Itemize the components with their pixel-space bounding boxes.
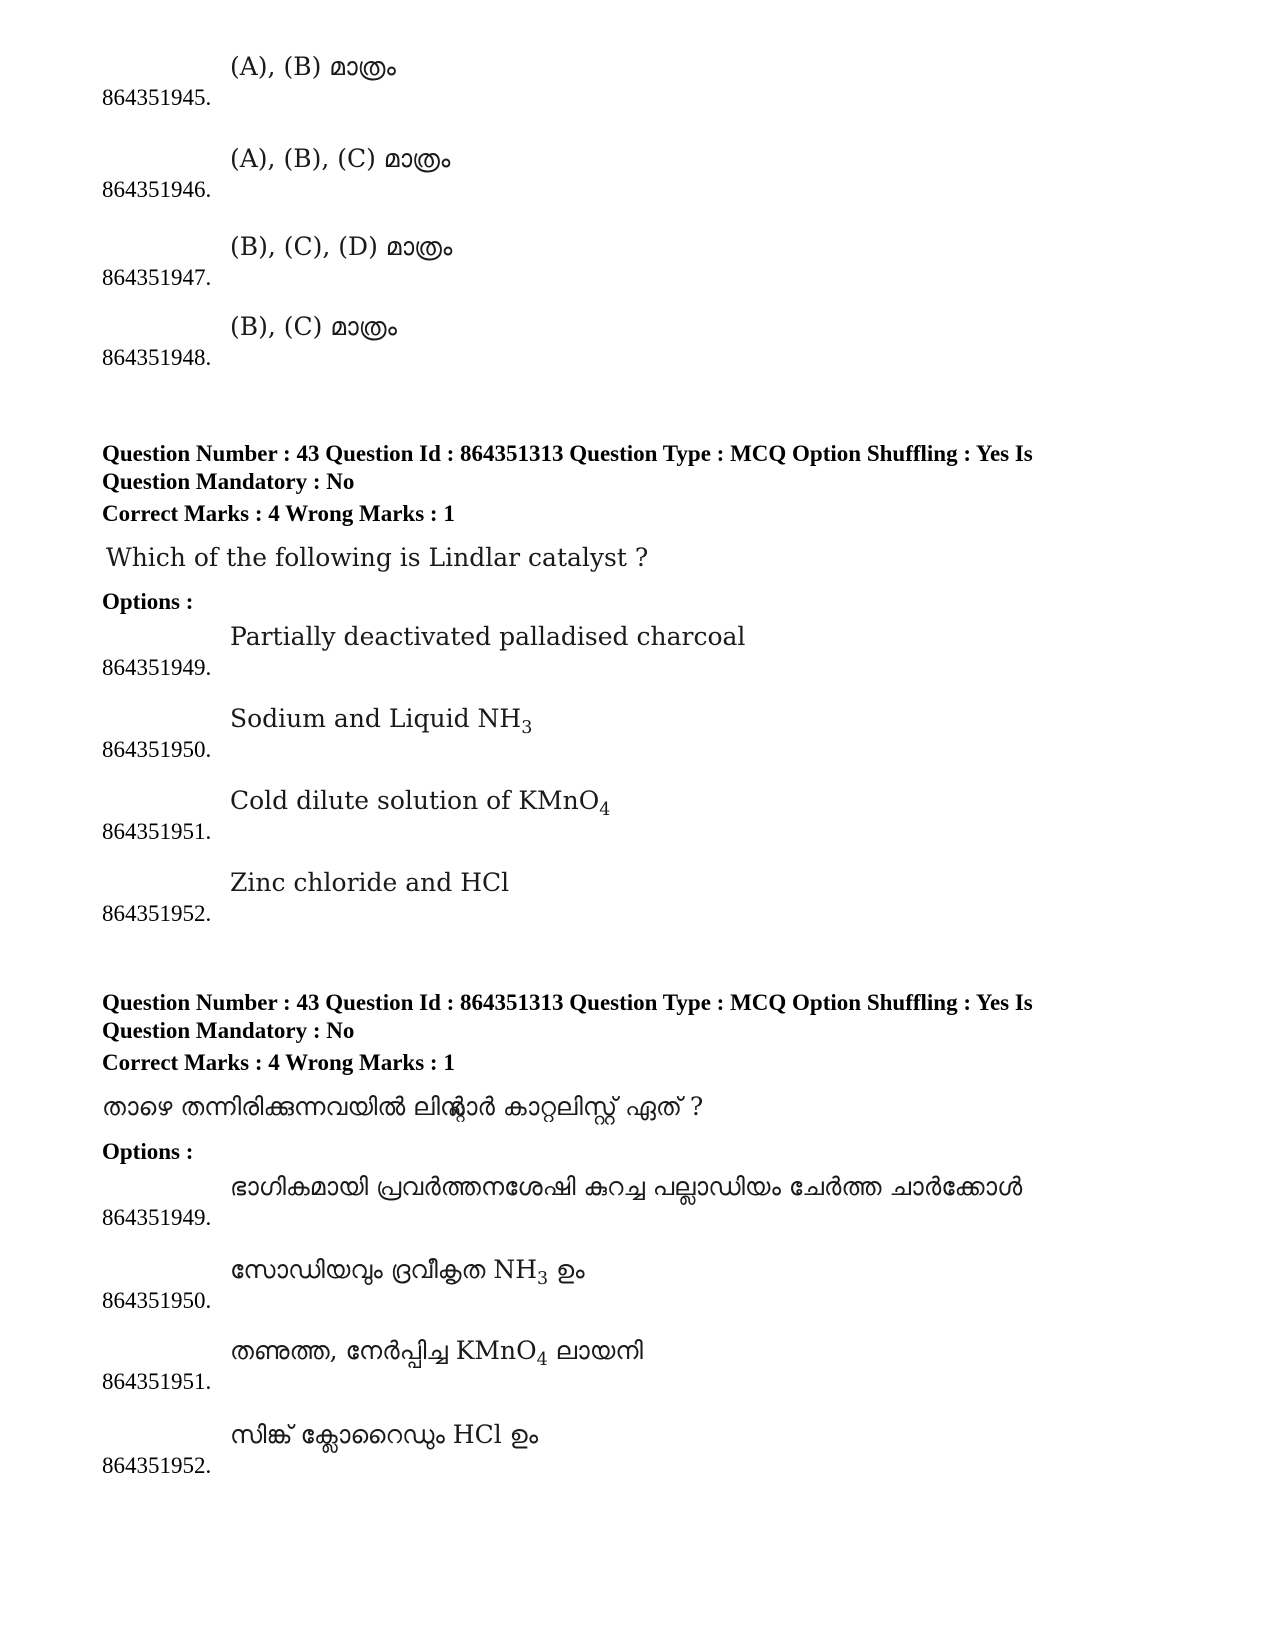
option-text: ഭാഗികമായി പ്രവർത്തനശേഷി കുറച്ച പല്ലാഡിയം ചേർത്ത ചാർക്കോൾ [230, 1172, 1023, 1201]
option-text: (B), (C), (D) മാത്രം [230, 232, 453, 261]
option-row [102, 52, 1202, 112]
option-text: Zinc chloride and HCl [230, 868, 510, 897]
question-text: Which of the following is Lindlar catalyst ? [106, 543, 649, 572]
option-row [102, 1255, 1202, 1315]
subscript: 3 [537, 1269, 549, 1290]
option-text-main: തണുത്ത, നേർപ്പിച്ച KMnO [230, 1336, 537, 1365]
option-id: 864351949. [102, 655, 212, 680]
option-text-main: സോഡിയവും ദ്രവീകൃത NH [230, 1255, 538, 1284]
option-row [102, 704, 1202, 764]
question-meta-line-2: Question Mandatory : No [102, 469, 355, 494]
question-marks: Correct Marks : 4 Wrong Marks : 1 [102, 501, 455, 526]
option-text-after: ഉം [548, 1255, 585, 1284]
option-row [102, 1420, 1202, 1480]
option-text: സിങ്ക് ക്ലോറൈഡും HCl ഉം [230, 1420, 539, 1449]
option-id: 864351951. [102, 1369, 212, 1394]
option-text-after: ലായനി [547, 1336, 643, 1365]
option-id: 864351948. [102, 345, 212, 370]
option-id: 864351945. [102, 85, 212, 110]
option-id: 864351951. [102, 819, 212, 844]
question-text: താഴെ തന്നിരിക്കുന്നവയിൽ ലിന്റ്ലാർ കാറ്റലിസ്റ്റ് ഏത് ? [102, 1092, 704, 1121]
question-meta-line-1: Question Number : 43 Question Id : 864351313 Question Type : MCQ Option Shuffling : Yes Is [102, 441, 1033, 466]
subscript: 4 [599, 800, 611, 821]
option-id: 864351946. [102, 177, 212, 202]
question-marks: Correct Marks : 4 Wrong Marks : 1 [102, 1050, 455, 1075]
option-text: Partially deactivated palladised charcoal [230, 622, 746, 651]
subscript: 4 [536, 1350, 548, 1371]
question-meta-line-2: Question Mandatory : No [102, 1018, 355, 1043]
option-row [102, 144, 1202, 204]
option-row [102, 868, 1202, 928]
question-meta-line-1: Question Number : 43 Question Id : 864351313 Question Type : MCQ Option Shuffling : Yes Is [102, 990, 1033, 1015]
option-row [102, 786, 1202, 846]
option-id: 864351950. [102, 737, 212, 762]
question-meta [102, 440, 1202, 528]
option-id: 864351952. [102, 901, 212, 926]
option-text-main: Cold dilute solution of KMnO [230, 786, 600, 815]
option-row [102, 622, 1202, 682]
option-id: 864351952. [102, 1453, 212, 1478]
option-text: (A), (B), (C) മാത്രം [230, 144, 451, 173]
option-text [230, 704, 532, 743]
option-text [230, 1336, 643, 1375]
subscript: 3 [521, 718, 533, 739]
options-label: Options : [102, 1139, 194, 1164]
option-text-main: Sodium and Liquid NH [230, 704, 522, 733]
option-row [102, 1172, 1202, 1232]
option-text: (B), (C) മാത്രം [230, 312, 397, 341]
option-text [230, 786, 610, 825]
question-meta [102, 989, 1202, 1077]
option-row [102, 1336, 1202, 1396]
option-id: 864351949. [102, 1205, 212, 1230]
option-id: 864351947. [102, 265, 212, 290]
option-row [102, 312, 1202, 372]
options-label: Options : [102, 589, 194, 614]
option-row [102, 232, 1202, 292]
option-id: 864351950. [102, 1288, 212, 1313]
option-text: (A), (B) മാത്രം [230, 52, 396, 81]
option-text [230, 1255, 585, 1294]
